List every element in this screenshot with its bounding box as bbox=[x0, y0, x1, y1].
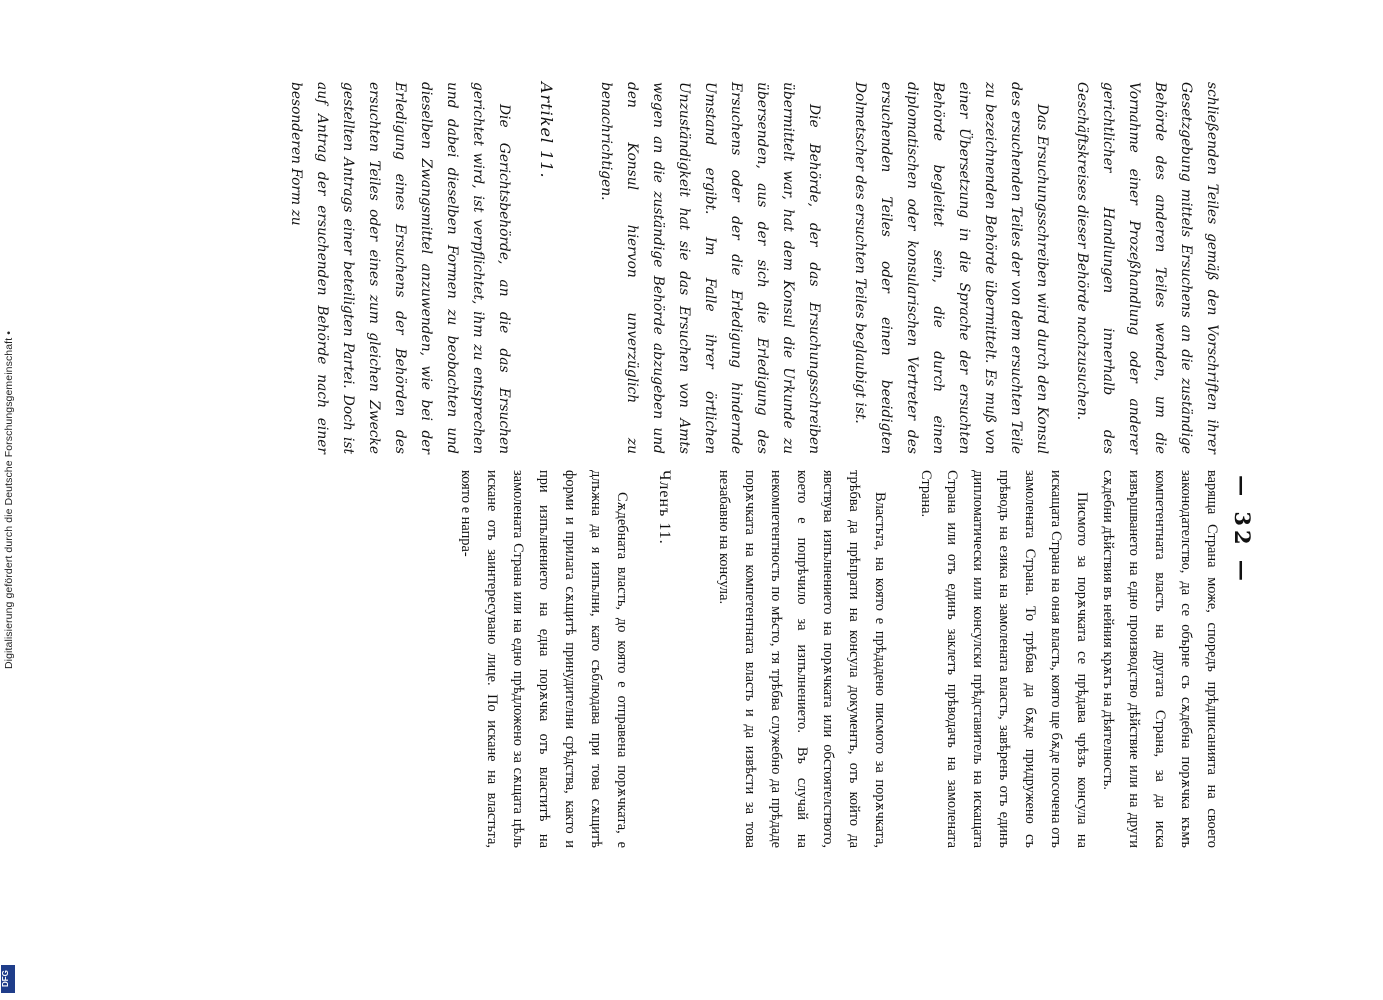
bulgarian-paragraph-2: Писмото за порѫчката се прѣдава чрѣзъ консула на искащата Страна на оная власть, която ще бѫде посочена отъ замолената Страна. То трѣбва да бѫде придружено съ прѣводъ на езика на замолената власть, завѣренъ отъ единъ дипломатически или консулски прѣдставитель на искащата Страна или отъ единъ заклетъ прѣводачъ на замолената Страна. bbox=[918, 470, 1090, 848]
german-column bbox=[283, 82, 1225, 454]
page-number: — 32 — bbox=[1230, 475, 1255, 585]
bulgarian-article-heading: Членъ 11. bbox=[656, 470, 673, 545]
german-paragraph-2: Das Ersuchungsschreiben wird durch den Konsul des ersuchenden Teiles der von dem ersuchten Teile zu bezeichnenden Behörde übermittelt. Es muß von einer Übersetzung in die Sprache der ersuchten Behörde begleitet sein, die durch einen diplomatischen oder konsularischen Vertreter des ersuchenden Teiles oder einen beeidigten Dolmetscher des ersuchten Teiles beglaubigt ist. bbox=[852, 82, 1050, 454]
digitization-credit: Digitalisierung gefördert durch die Deutsche Forschungsgemeinschaft • bbox=[3, 331, 15, 669]
bulgarian-paragraph-3: Властьта, на която е прѣдадено писмото за порѫчката, трѣбва да прѣпрати на консула документъ, отъ който да явствува изпълнението на порѫчката или обстоятелството, което е попрѣчило за изпълнението. Въ случай на некомпетентность по мѣсто, тя трѣбва служебно да прѣдаде порѫчката на компетентната власть и да извѣсти за това незабавно на консула. bbox=[716, 470, 888, 848]
bulgarian-paragraph-1: варяща Страна може, споредъ прѣдписанията на своего законодателство, да се обърне съ сѫдебна порѫчка къмъ компетентната власть на другата Страна, за да иска извършването на едно производство дѣйствие или на други сѫдебни дѣйствия въ нейния крѫгъ на дѣятелность. bbox=[1100, 470, 1220, 848]
bulgarian-column bbox=[453, 470, 1225, 848]
bulgarian-paragraph-4: Сѫдебната власть, до която е отправена порѫчката, е длъжна да я изпълни, като съблюдава при това сѫщитѣ форми и прилага сѫщитѣ принудителни срѣдства, както и при изпълнението на една порѫчка отъ властитѣ на замолената Страна или на едно прѣдложено за сѫщата цѣль искане отъ заинтересувано лице. По искане на властьта, която е напра- bbox=[458, 470, 630, 848]
german-paragraph-3: Die Behörde, der das Ersuchungsschreiben übermittelt war, hat dem Konsul die Urkunde zu übersenden, aus der sich die Erledigung des Ersuchens oder der die Erledigung hindernde Umstand ergibt. Im Falle ihrer örtlichen Unzuständigkeit hat sie das Ersuchen von Amts wegen an die zuständige Behörde abzugeben und den Konsul hiervon unverzüglich zu benachrichtigen. bbox=[598, 82, 822, 454]
dfg-logo: DFG bbox=[1, 965, 15, 993]
german-paragraph-1: schließenden Teiles gemäß den Vorschriften ihrer Gesetzgebung mittels Ersuchens an die zuständige Behörde des anderen Teiles wenden, um die Vornahme einer Prozeßhandlung oder anderer gerichtlicher Handlungen innerhalb des Geschäftskreises dieser Behörde nachzusuchen. bbox=[1074, 82, 1220, 454]
german-paragraph-4: Die Gerichtsbehörde, an die das Ersuchen gerichtet wird, ist verpflichtet, ihm zu entsprechen und dabei dieselben Formen zu beobachten und dieselben Zwangsmittel anzuwenden, wie bei der Erledigung eines Ersuchens der Behörden des ersuchten Teiles oder eines zum gleichen Zwecke gestellten Antrags einer beteiligten Partei. Doch ist auf Antrag der ersuchenden Behörde nach einer besonderen Form zu bbox=[288, 82, 512, 454]
german-article-heading: Artikel 11. bbox=[537, 82, 556, 179]
